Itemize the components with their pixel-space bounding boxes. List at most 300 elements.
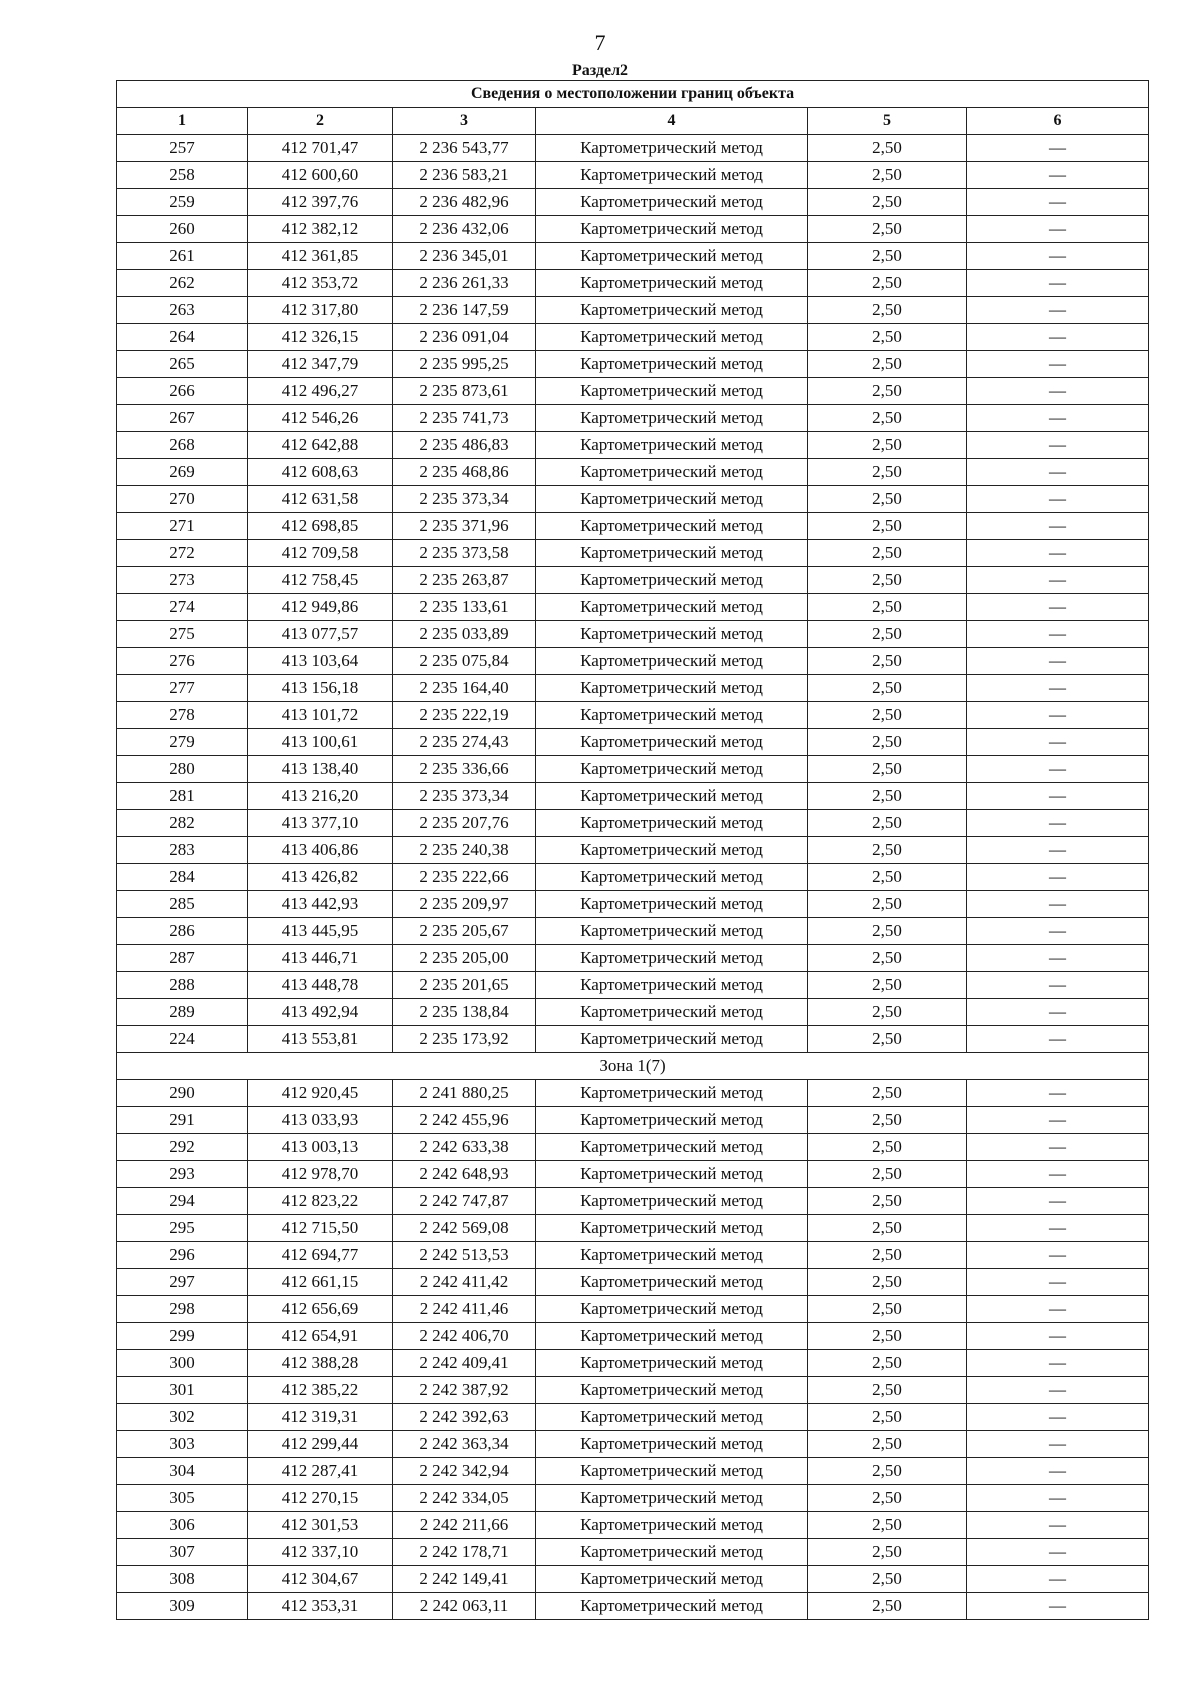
point-number-cell: 282 — [117, 810, 248, 837]
y-coordinate-cell: 2 235 222,66 — [393, 864, 536, 891]
description-cell: — — [967, 351, 1149, 378]
x-coordinate-cell: 412 353,72 — [248, 270, 393, 297]
precision-cell: 2,50 — [808, 1377, 967, 1404]
y-coordinate-cell: 2 242 747,87 — [393, 1188, 536, 1215]
table-row — [117, 1458, 1149, 1485]
table-row — [117, 432, 1149, 459]
precision-cell: 2,50 — [808, 1161, 967, 1188]
point-number-cell: 273 — [117, 567, 248, 594]
point-number-cell: 280 — [117, 756, 248, 783]
method-cell: Картометрический метод — [536, 594, 808, 621]
point-number-cell: 266 — [117, 378, 248, 405]
y-coordinate-cell: 2 235 033,89 — [393, 621, 536, 648]
point-number-cell: 263 — [117, 297, 248, 324]
description-cell: — — [967, 567, 1149, 594]
y-coordinate-cell: 2 236 261,33 — [393, 270, 536, 297]
precision-cell: 2,50 — [808, 972, 967, 999]
description-cell: — — [967, 1593, 1149, 1620]
table-row — [117, 378, 1149, 405]
table-row — [117, 270, 1149, 297]
precision-cell: 2,50 — [808, 189, 967, 216]
x-coordinate-cell: 412 304,67 — [248, 1566, 393, 1593]
x-coordinate-cell: 412 608,63 — [248, 459, 393, 486]
description-cell: — — [967, 378, 1149, 405]
method-cell: Картометрический метод — [536, 702, 808, 729]
description-cell: — — [967, 999, 1149, 1026]
point-number-cell: 308 — [117, 1566, 248, 1593]
method-cell: Картометрический метод — [536, 729, 808, 756]
method-cell: Картометрический метод — [536, 432, 808, 459]
point-number-cell: 305 — [117, 1485, 248, 1512]
point-number-cell: 265 — [117, 351, 248, 378]
table-row — [117, 918, 1149, 945]
description-cell: — — [967, 1512, 1149, 1539]
table-row — [117, 1485, 1149, 1512]
y-coordinate-cell: 2 236 147,59 — [393, 297, 536, 324]
precision-cell: 2,50 — [808, 1242, 967, 1269]
description-cell: — — [967, 837, 1149, 864]
method-cell: Картометрический метод — [536, 1242, 808, 1269]
x-coordinate-cell: 413 448,78 — [248, 972, 393, 999]
point-number-cell: 257 — [117, 135, 248, 162]
precision-cell: 2,50 — [808, 1269, 967, 1296]
method-cell: Картометрический метод — [536, 1188, 808, 1215]
column-number: 6 — [967, 108, 1149, 135]
description-cell: — — [967, 1107, 1149, 1134]
x-coordinate-cell: 412 709,58 — [248, 540, 393, 567]
precision-cell: 2,50 — [808, 1458, 967, 1485]
precision-cell: 2,50 — [808, 135, 967, 162]
x-coordinate-cell: 412 397,76 — [248, 189, 393, 216]
precision-cell: 2,50 — [808, 567, 967, 594]
x-coordinate-cell: 412 631,58 — [248, 486, 393, 513]
y-coordinate-cell: 2 242 211,66 — [393, 1512, 536, 1539]
table-row — [117, 1512, 1149, 1539]
method-cell: Картометрический метод — [536, 189, 808, 216]
point-number-cell: 261 — [117, 243, 248, 270]
table-row — [117, 648, 1149, 675]
point-number-cell: 298 — [117, 1296, 248, 1323]
y-coordinate-cell: 2 242 569,08 — [393, 1215, 536, 1242]
y-coordinate-cell: 2 235 373,34 — [393, 486, 536, 513]
y-coordinate-cell: 2 235 138,84 — [393, 999, 536, 1026]
y-coordinate-cell: 2 242 648,93 — [393, 1161, 536, 1188]
column-number-row — [117, 108, 1149, 135]
precision-cell: 2,50 — [808, 1431, 967, 1458]
method-cell: Картометрический метод — [536, 1161, 808, 1188]
method-cell: Картометрический метод — [536, 1539, 808, 1566]
point-number-cell: 284 — [117, 864, 248, 891]
table-row — [117, 756, 1149, 783]
method-cell: Картометрический метод — [536, 1026, 808, 1053]
method-cell: Картометрический метод — [536, 918, 808, 945]
x-coordinate-cell: 413 377,10 — [248, 810, 393, 837]
method-cell: Картометрический метод — [536, 756, 808, 783]
x-coordinate-cell: 413 492,94 — [248, 999, 393, 1026]
description-cell: — — [967, 1350, 1149, 1377]
description-cell: — — [967, 864, 1149, 891]
method-cell: Картометрический метод — [536, 1107, 808, 1134]
y-coordinate-cell: 2 235 205,00 — [393, 945, 536, 972]
x-coordinate-cell: 412 920,45 — [248, 1080, 393, 1107]
x-coordinate-cell: 413 426,82 — [248, 864, 393, 891]
table-row — [117, 351, 1149, 378]
precision-cell: 2,50 — [808, 648, 967, 675]
point-number-cell: 272 — [117, 540, 248, 567]
x-coordinate-cell: 413 003,13 — [248, 1134, 393, 1161]
point-number-cell: 271 — [117, 513, 248, 540]
x-coordinate-cell: 413 445,95 — [248, 918, 393, 945]
description-cell: — — [967, 729, 1149, 756]
x-coordinate-cell: 412 353,31 — [248, 1593, 393, 1620]
method-cell: Картометрический метод — [536, 513, 808, 540]
x-coordinate-cell: 412 694,77 — [248, 1242, 393, 1269]
method-cell: Картометрический метод — [536, 567, 808, 594]
precision-cell: 2,50 — [808, 324, 967, 351]
method-cell: Картометрический метод — [536, 783, 808, 810]
x-coordinate-cell: 413 446,71 — [248, 945, 393, 972]
description-cell: — — [967, 189, 1149, 216]
precision-cell: 2,50 — [808, 405, 967, 432]
x-coordinate-cell: 412 347,79 — [248, 351, 393, 378]
point-number-cell: 309 — [117, 1593, 248, 1620]
method-cell: Картометрический метод — [536, 486, 808, 513]
table-row — [117, 1296, 1149, 1323]
precision-cell: 2,50 — [808, 486, 967, 513]
method-cell: Картометрический метод — [536, 297, 808, 324]
y-coordinate-cell: 2 235 173,92 — [393, 1026, 536, 1053]
description-cell: — — [967, 1080, 1149, 1107]
table-row — [117, 1242, 1149, 1269]
description-cell: — — [967, 486, 1149, 513]
y-coordinate-cell: 2 236 432,06 — [393, 216, 536, 243]
table-row — [117, 1566, 1149, 1593]
description-cell: — — [967, 243, 1149, 270]
description-cell: — — [967, 1134, 1149, 1161]
description-cell: — — [967, 1269, 1149, 1296]
point-number-cell: 287 — [117, 945, 248, 972]
point-number-cell: 295 — [117, 1215, 248, 1242]
y-coordinate-cell: 2 242 406,70 — [393, 1323, 536, 1350]
method-cell: Картометрический метод — [536, 1485, 808, 1512]
y-coordinate-cell: 2 242 178,71 — [393, 1539, 536, 1566]
table-row — [117, 135, 1149, 162]
precision-cell: 2,50 — [808, 702, 967, 729]
y-coordinate-cell: 2 242 334,05 — [393, 1485, 536, 1512]
description-cell: — — [967, 1188, 1149, 1215]
y-coordinate-cell: 2 236 091,04 — [393, 324, 536, 351]
table-row — [117, 729, 1149, 756]
method-cell: Картометрический метод — [536, 324, 808, 351]
method-cell: Картометрический метод — [536, 1323, 808, 1350]
precision-cell: 2,50 — [808, 837, 967, 864]
precision-cell: 2,50 — [808, 675, 967, 702]
method-cell: Картометрический метод — [536, 1512, 808, 1539]
method-cell: Картометрический метод — [536, 1080, 808, 1107]
y-coordinate-cell: 2 235 263,87 — [393, 567, 536, 594]
precision-cell: 2,50 — [808, 945, 967, 972]
precision-cell: 2,50 — [808, 1485, 967, 1512]
table-row — [117, 810, 1149, 837]
y-coordinate-cell: 2 235 336,66 — [393, 756, 536, 783]
description-cell: — — [967, 621, 1149, 648]
method-cell: Картометрический метод — [536, 621, 808, 648]
table-row — [117, 972, 1149, 999]
method-cell: Картометрический метод — [536, 1269, 808, 1296]
method-cell: Картометрический метод — [536, 810, 808, 837]
point-number-cell: 264 — [117, 324, 248, 351]
description-cell: — — [967, 1296, 1149, 1323]
table-row — [117, 1215, 1149, 1242]
y-coordinate-cell: 2 242 411,46 — [393, 1296, 536, 1323]
x-coordinate-cell: 412 270,15 — [248, 1485, 393, 1512]
column-number: 1 — [117, 108, 248, 135]
column-number: 5 — [808, 108, 967, 135]
precision-cell: 2,50 — [808, 1215, 967, 1242]
description-cell: — — [967, 810, 1149, 837]
x-coordinate-cell: 412 337,10 — [248, 1539, 393, 1566]
precision-cell: 2,50 — [808, 918, 967, 945]
x-coordinate-cell: 412 382,12 — [248, 216, 393, 243]
table-row — [117, 594, 1149, 621]
description-cell: — — [967, 432, 1149, 459]
x-coordinate-cell: 412 361,85 — [248, 243, 393, 270]
description-cell: — — [967, 135, 1149, 162]
table-row — [117, 1350, 1149, 1377]
section-title: Раздел2 — [571, 62, 629, 79]
x-coordinate-cell: 412 299,44 — [248, 1431, 393, 1458]
x-coordinate-cell: 413 103,64 — [248, 648, 393, 675]
point-number-cell: 289 — [117, 999, 248, 1026]
description-cell: — — [967, 1323, 1149, 1350]
table-row — [117, 405, 1149, 432]
description-cell: — — [967, 972, 1149, 999]
point-number-cell: 300 — [117, 1350, 248, 1377]
table-row — [117, 1323, 1149, 1350]
precision-cell: 2,50 — [808, 243, 967, 270]
x-coordinate-cell: 412 301,53 — [248, 1512, 393, 1539]
description-cell: — — [967, 783, 1149, 810]
y-coordinate-cell: 2 235 468,86 — [393, 459, 536, 486]
table-row — [117, 162, 1149, 189]
column-number: 2 — [248, 108, 393, 135]
method-cell: Картометрический метод — [536, 999, 808, 1026]
x-coordinate-cell: 412 388,28 — [248, 1350, 393, 1377]
y-coordinate-cell: 2 242 149,41 — [393, 1566, 536, 1593]
y-coordinate-cell: 2 242 363,34 — [393, 1431, 536, 1458]
table-row — [117, 324, 1149, 351]
table-row — [117, 999, 1149, 1026]
x-coordinate-cell: 413 138,40 — [248, 756, 393, 783]
point-number-cell: 302 — [117, 1404, 248, 1431]
method-cell: Картометрический метод — [536, 1377, 808, 1404]
column-number: 4 — [536, 108, 808, 135]
precision-cell: 2,50 — [808, 1134, 967, 1161]
y-coordinate-cell: 2 235 373,34 — [393, 783, 536, 810]
method-cell: Картометрический метод — [536, 1215, 808, 1242]
point-number-cell: 301 — [117, 1377, 248, 1404]
precision-cell: 2,50 — [808, 297, 967, 324]
table-row — [117, 1539, 1149, 1566]
point-number-cell: 297 — [117, 1269, 248, 1296]
precision-cell: 2,50 — [808, 1566, 967, 1593]
precision-cell: 2,50 — [808, 459, 967, 486]
x-coordinate-cell: 412 698,85 — [248, 513, 393, 540]
precision-cell: 2,50 — [808, 1080, 967, 1107]
precision-cell: 2,50 — [808, 783, 967, 810]
x-coordinate-cell: 412 701,47 — [248, 135, 393, 162]
y-coordinate-cell: 2 236 345,01 — [393, 243, 536, 270]
x-coordinate-cell: 412 496,27 — [248, 378, 393, 405]
y-coordinate-cell: 2 235 274,43 — [393, 729, 536, 756]
description-cell: — — [967, 1242, 1149, 1269]
y-coordinate-cell: 2 236 543,77 — [393, 135, 536, 162]
point-number-cell: 277 — [117, 675, 248, 702]
description-cell: — — [967, 1485, 1149, 1512]
table-row — [117, 297, 1149, 324]
precision-cell: 2,50 — [808, 270, 967, 297]
precision-cell: 2,50 — [808, 1323, 967, 1350]
description-cell: — — [967, 1215, 1149, 1242]
point-number-cell: 283 — [117, 837, 248, 864]
y-coordinate-cell: 2 241 880,25 — [393, 1080, 536, 1107]
y-coordinate-cell: 2 236 482,96 — [393, 189, 536, 216]
point-number-cell: 267 — [117, 405, 248, 432]
point-number-cell: 281 — [117, 783, 248, 810]
description-cell: — — [967, 1458, 1149, 1485]
x-coordinate-cell: 412 546,26 — [248, 405, 393, 432]
x-coordinate-cell: 412 642,88 — [248, 432, 393, 459]
description-cell: — — [967, 1566, 1149, 1593]
table-row — [117, 1161, 1149, 1188]
page-number: 7 — [594, 30, 606, 55]
table-row — [117, 1107, 1149, 1134]
description-cell: — — [967, 594, 1149, 621]
table-row — [117, 567, 1149, 594]
y-coordinate-cell: 2 235 373,58 — [393, 540, 536, 567]
table-row — [117, 243, 1149, 270]
y-coordinate-cell: 2 242 342,94 — [393, 1458, 536, 1485]
precision-cell: 2,50 — [808, 1539, 967, 1566]
point-number-cell: 279 — [117, 729, 248, 756]
x-coordinate-cell: 412 656,69 — [248, 1296, 393, 1323]
y-coordinate-cell: 2 235 075,84 — [393, 648, 536, 675]
precision-cell: 2,50 — [808, 216, 967, 243]
precision-cell: 2,50 — [808, 540, 967, 567]
method-cell: Картометрический метод — [536, 162, 808, 189]
method-cell: Картометрический метод — [536, 540, 808, 567]
method-cell: Картометрический метод — [536, 270, 808, 297]
precision-cell: 2,50 — [808, 756, 967, 783]
method-cell: Картометрический метод — [536, 1404, 808, 1431]
y-coordinate-cell: 2 235 209,97 — [393, 891, 536, 918]
method-cell: Картометрический метод — [536, 1350, 808, 1377]
precision-cell: 2,50 — [808, 1512, 967, 1539]
y-coordinate-cell: 2 242 455,96 — [393, 1107, 536, 1134]
x-coordinate-cell: 413 406,86 — [248, 837, 393, 864]
x-coordinate-cell: 412 661,15 — [248, 1269, 393, 1296]
precision-cell: 2,50 — [808, 729, 967, 756]
y-coordinate-cell: 2 242 392,63 — [393, 1404, 536, 1431]
x-coordinate-cell: 412 326,15 — [248, 324, 393, 351]
point-number-cell: 294 — [117, 1188, 248, 1215]
description-cell: — — [967, 270, 1149, 297]
precision-cell: 2,50 — [808, 999, 967, 1026]
point-number-cell: 303 — [117, 1431, 248, 1458]
point-number-cell: 262 — [117, 270, 248, 297]
y-coordinate-cell: 2 242 409,41 — [393, 1350, 536, 1377]
point-number-cell: 224 — [117, 1026, 248, 1053]
table-row — [117, 621, 1149, 648]
point-number-cell: 293 — [117, 1161, 248, 1188]
method-cell: Картометрический метод — [536, 675, 808, 702]
precision-cell: 2,50 — [808, 1350, 967, 1377]
y-coordinate-cell: 2 235 205,67 — [393, 918, 536, 945]
method-cell: Картометрический метод — [536, 135, 808, 162]
y-coordinate-cell: 2 236 583,21 — [393, 162, 536, 189]
y-coordinate-cell: 2 242 513,53 — [393, 1242, 536, 1269]
description-cell: — — [967, 1377, 1149, 1404]
precision-cell: 2,50 — [808, 864, 967, 891]
description-cell: — — [967, 1026, 1149, 1053]
point-number-cell: 269 — [117, 459, 248, 486]
table-caption: Сведения о местоположении границ объекта — [117, 81, 1149, 108]
x-coordinate-cell: 413 100,61 — [248, 729, 393, 756]
method-cell: Картометрический метод — [536, 945, 808, 972]
point-number-cell: 306 — [117, 1512, 248, 1539]
description-cell: — — [967, 162, 1149, 189]
table-row — [117, 1593, 1149, 1620]
table-row — [117, 783, 1149, 810]
method-cell: Картометрический метод — [536, 1431, 808, 1458]
precision-cell: 2,50 — [808, 810, 967, 837]
x-coordinate-cell: 413 442,93 — [248, 891, 393, 918]
point-number-cell: 260 — [117, 216, 248, 243]
y-coordinate-cell: 2 235 873,61 — [393, 378, 536, 405]
method-cell: Картометрический метод — [536, 459, 808, 486]
description-cell: — — [967, 540, 1149, 567]
description-cell: — — [967, 324, 1149, 351]
point-number-cell: 274 — [117, 594, 248, 621]
x-coordinate-cell: 412 654,91 — [248, 1323, 393, 1350]
table-body — [117, 135, 1149, 1620]
point-number-cell: 299 — [117, 1323, 248, 1350]
description-cell: — — [967, 945, 1149, 972]
x-coordinate-cell: 412 287,41 — [248, 1458, 393, 1485]
table-row — [117, 675, 1149, 702]
y-coordinate-cell: 2 235 486,83 — [393, 432, 536, 459]
y-coordinate-cell: 2 242 411,42 — [393, 1269, 536, 1296]
y-coordinate-cell: 2 235 741,73 — [393, 405, 536, 432]
precision-cell: 2,50 — [808, 378, 967, 405]
table-row — [117, 864, 1149, 891]
y-coordinate-cell: 2 235 133,61 — [393, 594, 536, 621]
description-cell: — — [967, 702, 1149, 729]
point-number-cell: 286 — [117, 918, 248, 945]
zone-label: Зона 1(7) — [117, 1053, 1149, 1080]
description-cell: — — [967, 459, 1149, 486]
zone-row — [117, 1053, 1149, 1080]
point-number-cell: 296 — [117, 1242, 248, 1269]
table-row — [117, 540, 1149, 567]
method-cell: Картометрический метод — [536, 1566, 808, 1593]
point-number-cell: 275 — [117, 621, 248, 648]
method-cell: Картометрический метод — [536, 864, 808, 891]
description-cell: — — [967, 891, 1149, 918]
method-cell: Картометрический метод — [536, 378, 808, 405]
table-row — [117, 1080, 1149, 1107]
method-cell: Картометрический метод — [536, 837, 808, 864]
